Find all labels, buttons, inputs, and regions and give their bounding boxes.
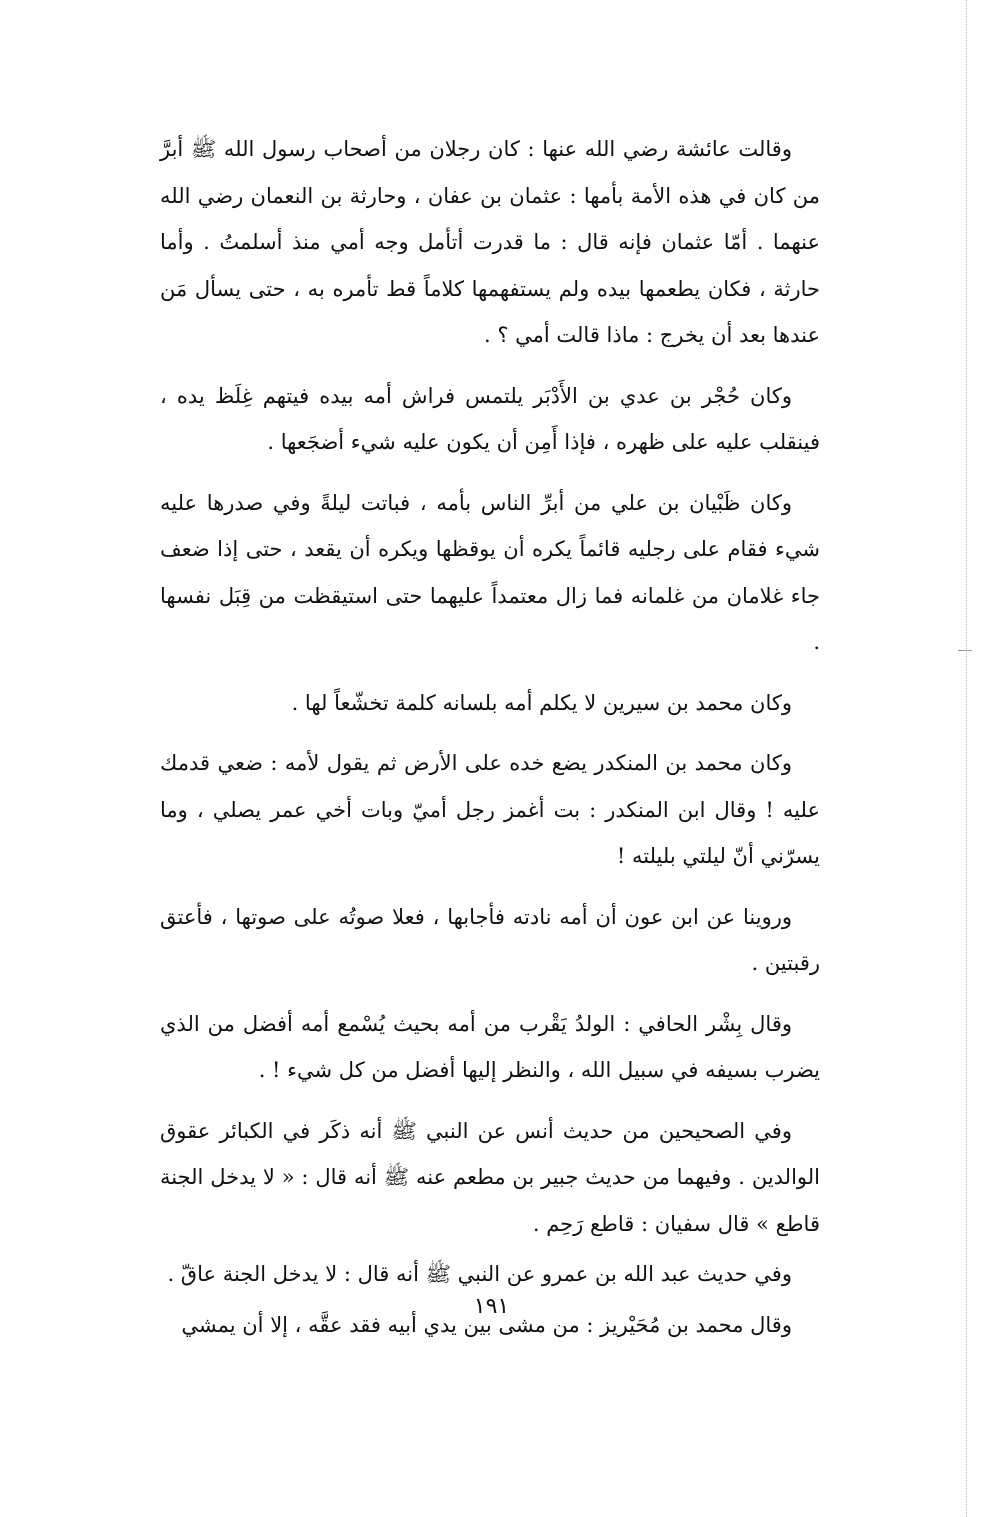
paragraph-hujr: وكان حُجْر بن عدي بن الأَدْبَر يلتمس فراش أمه بيده فيتهم غِلَظ يده ، فينقلب عليه على ظهره ، فإذا أَمِن أن يكون عليه شيء أضجَعها .	[160, 383, 820, 454]
paragraph-aisha: وقالت عائشة رضي الله عنها : كان رجلان من أصحاب رسول الله ﷺ أبرَّ من كان في هذه الأمة بأمها : عثمان بن عفان ، وحارثة بن النعمان رضي الله عنهما . أمّا عثمان فإنه قال : ما قدرت أتأمل وجه أمي منذ أسلمتُ . وأما حارثة ، فكان يطعمها بيده ولم يستفهمها كلاماً قط تأمره به ، حتى يسأل مَن عندها بعد أن يخرج : ماذا قالت أمي ؟ .	[160, 137, 820, 347]
paragraph-bishr: وقال بِشْر الحافي : الولدُ يَقْرب من أمه بحيث يُسْمع أمه أفضل من الذي يضرب بسيفه في سبيل الله ، والنظر إليها أفضل من كل شيء ! .	[160, 1011, 820, 1082]
paragraph-ibn-munkadir: وكان محمد بن المنكدر يضع خده على الأرض ثم يقول لأمه : ضعي قدمك عليه ! وقال ابن المنكدر : بت أغمز رجل أميّ وبات أخي عمر يصلي ، وما يسرّني أنّ ليلتي بليلته !	[160, 751, 820, 868]
body-text	[160, 126, 820, 1352]
paragraph-sahihayn: وفي الصحيحين من حديث أنس عن النبي ﷺ أنه ذكَر في الكبائر عقوق الوالدين . وفيهما من حديث جبير بن مطعم عنه ﷺ أنه قال : « لا يدخل الجنة قاطع » قال سفيان : قاطع رَحِم .	[160, 1118, 820, 1236]
paragraph-zabyan: وكان ظَبْيان بن علي من أبرِّ الناس بأمه ، فباتت ليلةً وفي صدرها عليه شيء فقام على رجليه قائماً يكره أن يوقظها ويكره أن يقعد ، حتى إذا ضعف جاء غلامان من غلمانه فما زال معتمداً عليهما حتى استيقظت من قِبَل نفسها .	[160, 490, 820, 654]
paragraph-abdullah-amr: وفي حديث عبد الله بن عمرو عن النبي ﷺ أنه قال : لا يدخل الجنة عاقّ .	[167, 1262, 792, 1286]
paragraph-ibn-awn: وروينا عن ابن عون أن أمه نادته فأجابها ، فعلا صوتُه على صوتها ، فأعتق رقبتين .	[160, 904, 820, 975]
paragraph-ibn-sirin: وكان محمد بن سيرين لا يكلم أمه بلسانه كلمة تخشّعاً لها .	[291, 690, 792, 715]
page-edge-tick	[958, 650, 972, 651]
page-edge-line	[966, 0, 967, 1517]
page-number: ١٩١	[473, 1294, 510, 1319]
paragraph-muhayriz: وقال محمد بن مُحَيْريز : من مشى بين يدي أبيه فقد عقَّه ، إلا أن يمشي	[181, 1312, 792, 1337]
